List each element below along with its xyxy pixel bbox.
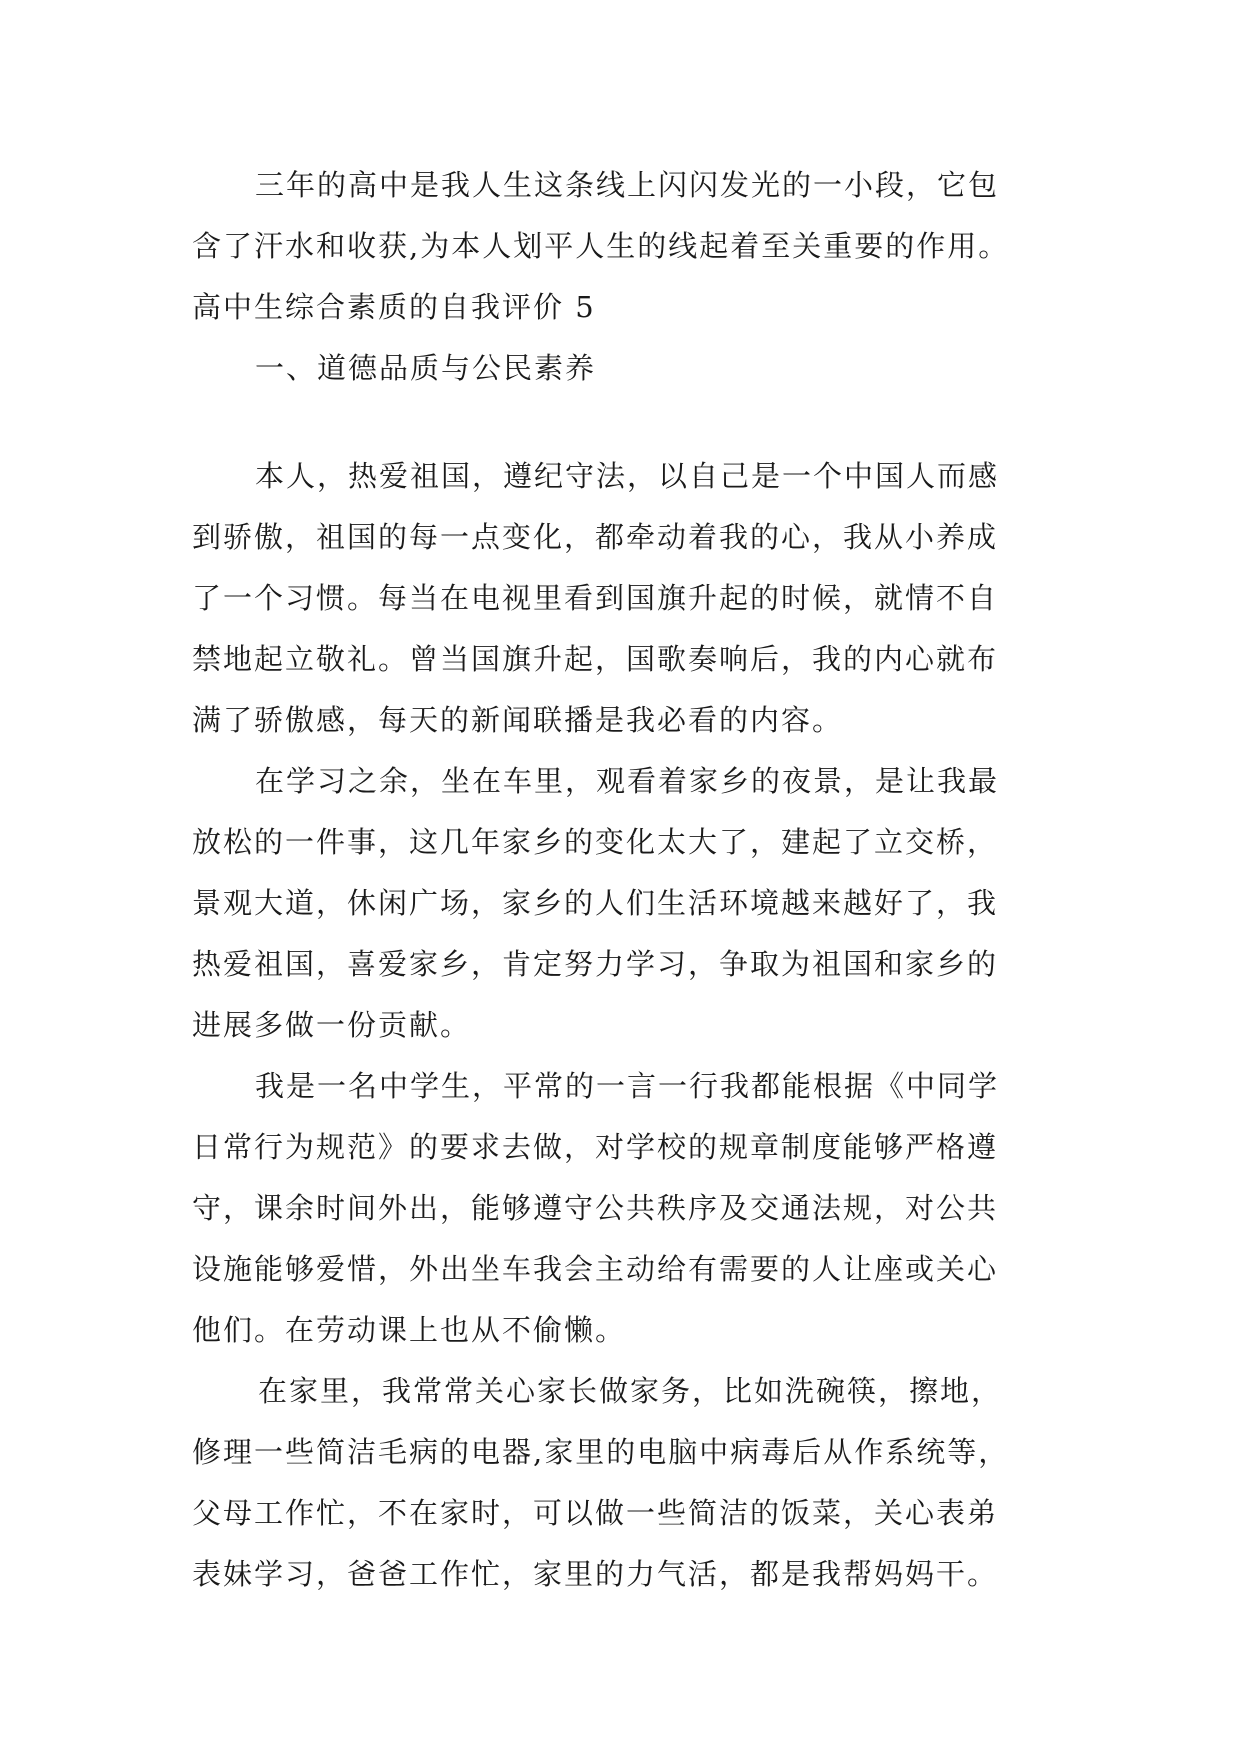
- paragraph-line: 在学习之余，坐在车里，观看着家乡的夜景，是让我最: [255, 764, 1000, 798]
- paragraph-line: 到骄傲，祖国的每一点变化，都牵动着我的心，我从小养成: [192, 520, 999, 554]
- paragraph-line: 景观大道，休闲广场，家乡的人们生活环境越来越好了，我: [192, 886, 999, 920]
- paragraph-line: 禁地起立敬礼。曾当国旗升起，国歌奏响后，我的内心就布: [192, 642, 999, 676]
- paragraph-line: 本人，热爱祖国，遵纪守法，以自己是一个中国人而感: [255, 459, 1000, 493]
- paragraph-line: 含了汗水和收获,为本人划平人生的线起着至关重要的作用。: [192, 229, 1010, 263]
- paragraph-line: 热爱祖国，喜爱家乡，肯定努力学习，争取为祖国和家乡的: [192, 947, 999, 981]
- paragraph-line: 满了骄傲感，每天的新闻联播是我必看的内容。: [192, 703, 844, 737]
- paragraph-line: 设施能够爱惜，外出坐车我会主动给有需要的人让座或关心: [192, 1252, 999, 1286]
- paragraph-line: 表妹学习，爸爸工作忙，家里的力气活，都是我帮妈妈干。: [192, 1557, 999, 1591]
- paragraph-line: 日常行为规范》的要求去做，对学校的规章制度能够严格遵: [192, 1130, 999, 1164]
- subsection-heading: 一、道德品质与公民素养: [255, 351, 597, 385]
- section-title: 高中生综合素质的自我评价 5: [192, 290, 596, 324]
- paragraph-line: 在家里，我常常关心家长做家务，比如洗碗筷，擦地，: [258, 1374, 1003, 1408]
- paragraph-line: 放松的一件事，这几年家乡的变化太大了，建起了立交桥，: [192, 825, 999, 859]
- paragraph-line: 进展多做一份贡献。: [192, 1008, 472, 1042]
- paragraph-line: 修理一些简洁毛病的电器,家里的电脑中病毒后从作系统等，: [192, 1435, 1010, 1469]
- paragraph-line: 我是一名中学生，平常的一言一行我都能根据《中同学: [255, 1069, 1000, 1103]
- paragraph-line: 父母工作忙，不在家时，可以做一些简洁的饭菜，关心表弟: [192, 1496, 999, 1530]
- paragraph-line: 了一个习惯。每当在电视里看到国旗升起的时候，就情不自: [192, 581, 999, 615]
- paragraph-line: 他们。在劳动课上也从不偷懒。: [192, 1313, 627, 1347]
- paragraph-line: 三年的高中是我人生这条线上闪闪发光的一小段，它包: [255, 168, 1000, 202]
- paragraph-line: 守，课余时间外出，能够遵守公共秩序及交通法规，对公共: [192, 1191, 999, 1225]
